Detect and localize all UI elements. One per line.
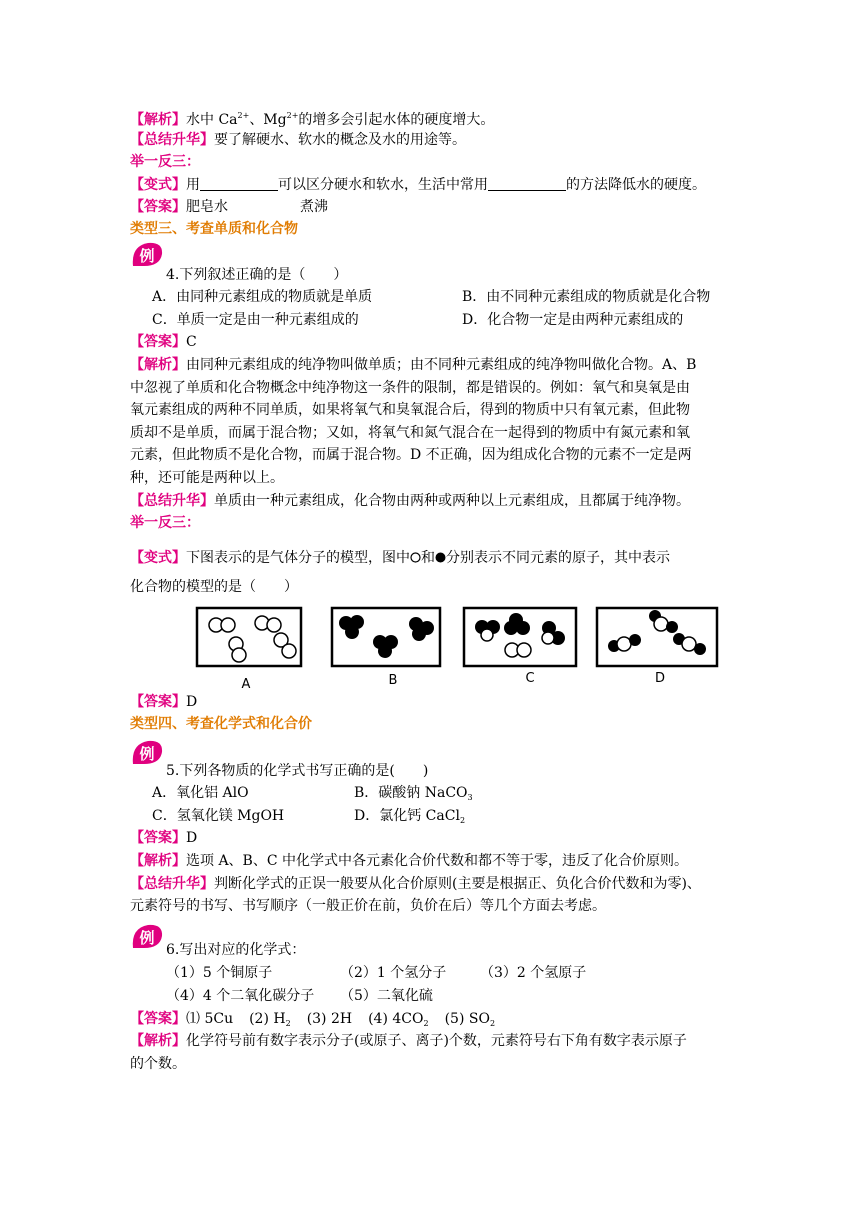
option-d: D．化合物一定是由两种元素组成的: [462, 312, 684, 328]
svg-text:例: 例: [139, 247, 155, 265]
analysis-text: 的个数。: [130, 1056, 186, 1072]
summary-text: 要了解硬水、软水的概念及水的用途等。: [214, 132, 466, 148]
mg-charge: 2+: [286, 111, 299, 120]
answer-value: C: [186, 334, 197, 350]
summary-text: 元素符号的书写、书写顺序（一般正价在前，负价在后）等几个方面去考虑。: [130, 898, 606, 914]
option-d: [354, 806, 465, 831]
analysis-line-4: [130, 355, 696, 375]
variant-text-3: 的方法降低水的硬度。: [566, 177, 706, 193]
a6-2-sub: 2: [285, 1019, 291, 1028]
molecules-c: [475, 613, 565, 657]
a6-5-sub: 2: [489, 1019, 496, 1028]
ca-charge: 2+: [237, 111, 250, 120]
answer-line-4: [130, 332, 197, 352]
answer-line-5: [130, 828, 197, 848]
label-b: B: [388, 673, 398, 688]
option-a: A．氧化铝 AlO: [152, 785, 249, 801]
answer-tag: 【答案】: [130, 199, 186, 215]
summary-text: 单质由一种元素组成，化合物由两种或两种以上元素组成，且都属于纯净物。: [214, 493, 690, 509]
answer-1: 肥皂水: [186, 199, 228, 215]
section-title-type4: 类型四、考查化学式和化合价: [130, 716, 312, 732]
molecules-a: [209, 616, 296, 662]
answer-value: D: [186, 694, 198, 710]
answer-tag: 【答案】: [130, 830, 186, 846]
svg-text:例: 例: [139, 745, 155, 763]
summary-line-4: [130, 491, 690, 511]
variant-tag: 【变式】: [130, 550, 186, 566]
svg-text:例: 例: [139, 929, 155, 947]
question-5: 5.下列各物质的化学式书写正确的是( ): [166, 763, 429, 779]
analysis-text: 化学符号前有数字表示分子(或原子、离子)个数，元素符号右下角有数字表示原子: [186, 1033, 687, 1049]
practice-heading: 举一反三：: [130, 154, 200, 170]
section-title-type3: 类型三、考查单质和化合物: [130, 221, 298, 237]
summary-tag: 【总结升华】: [130, 132, 214, 148]
variant-and: 和: [421, 550, 435, 566]
analysis-text-1: 水中 Ca: [186, 112, 238, 128]
analysis-line: [130, 106, 494, 130]
q6-item-5: （5）二氧化硫: [340, 988, 433, 1004]
black-atom-icon: [435, 552, 446, 563]
analysis-text: 中忽视了单质和化合物概念中纯净物这一条件的限制，都是错误的。例如：氧气和臭氧是由: [130, 380, 690, 396]
answer-2: 煮沸: [300, 199, 328, 215]
option-a: A．由同种元素组成的物质就是单质: [152, 289, 373, 305]
a6-4-sub: 2: [423, 1019, 429, 1028]
analysis-text: 元素，但此物质不是化合物，而属于混合物。D 不正确，因为组成化合物的元素不一定是两: [130, 447, 692, 463]
variant-line: [130, 175, 706, 195]
a6-2: (2) H: [249, 1011, 286, 1027]
question-6: 6.写出对应的化学式：: [166, 942, 306, 958]
q6-item-2: （2）1 个氢分子: [340, 965, 447, 981]
a6-1: ⑴ 5Cu: [186, 1011, 234, 1027]
q6-item-3: （3）2 个氢原子: [480, 965, 587, 981]
a6-5: (5) SO: [444, 1011, 490, 1027]
analysis-tag: 【解析】: [130, 853, 186, 869]
summary-line: [130, 130, 466, 150]
white-atom-icon: [410, 552, 421, 563]
summary-tag: 【总结升华】: [130, 876, 214, 892]
answer-line-variant: [130, 692, 197, 712]
option-d-text: D．氯化钙 CaCl: [354, 808, 460, 824]
analysis-tag: 【解析】: [130, 357, 186, 373]
practice-heading: 举一反三：: [130, 515, 200, 531]
example-badge-icon: [130, 922, 164, 952]
variant-text-2: 分别表示不同元素的原子，其中表示: [446, 550, 670, 566]
analysis-line-6: [130, 1031, 687, 1051]
label-d: D: [654, 671, 666, 686]
analysis-text: 种，还可能是两种以上。: [130, 470, 284, 486]
answer-tag: 【答案】: [130, 334, 186, 350]
option-b: B．由不同种元素组成的物质就是化合物: [462, 289, 711, 305]
answer-tag: 【答案】: [130, 694, 186, 710]
molecules-b: [339, 615, 434, 658]
answer-value: D: [186, 830, 198, 846]
option-b: [354, 783, 473, 808]
molecule-model-figure: [194, 604, 722, 692]
analysis-tag: 【解析】: [130, 112, 186, 128]
variant-text-2: 可以区分硬水和软水，生活中常用: [278, 177, 488, 193]
analysis-text: 氧元素组成的两种不同单质，如果将氧气和臭氧混合后，得到的物质中只有氧元素，但此物: [130, 402, 690, 418]
analysis-line-5: [130, 851, 688, 871]
analysis-text: 由同种元素组成的纯净物叫做单质；由不同种元素组成的纯净物叫做化合物。A、B: [186, 357, 697, 373]
analysis-text: 选项 A、B、C 中化学式中各元素化合价代数和都不等于零，违反了化合价原则。: [186, 853, 689, 869]
option-b-text: B．碳酸钠 NaCO: [354, 785, 468, 801]
a6-4: (4) 4CO: [368, 1011, 424, 1027]
summary-text: 判断化学式的正误一般要从化合价原则(主要是根据正、负化合价代数和为零)、: [214, 876, 701, 892]
fill-blank-2[interactable]: [488, 176, 566, 191]
a6-3: (3) 2H: [306, 1011, 353, 1027]
variant-text-1: 用: [186, 177, 200, 193]
molecules-d: [608, 610, 706, 655]
answer-line: [130, 197, 328, 217]
q6-item-4: （4）4 个二氧化碳分子: [166, 988, 315, 1004]
variant-text-3: 化合物的模型的是（ ）: [130, 579, 298, 595]
variant-line: [130, 548, 670, 568]
analysis-text-2: 、Mg: [249, 112, 287, 128]
label-c: C: [525, 671, 535, 686]
option-c: C．单质一定是由一种元素组成的: [152, 312, 359, 328]
example-badge-icon: [130, 738, 164, 768]
analysis-text: 质却不是单质，而属于混合物；又如，将氧气和氮气混合在一起得到的物质中有氮元素和氧: [130, 425, 690, 441]
summary-tag: 【总结升华】: [130, 493, 214, 509]
option-d-sub: 2: [459, 816, 466, 825]
option-b-sub: 3: [467, 793, 473, 802]
question-4: 4.下列叙述正确的是（ ）: [166, 267, 348, 283]
label-a: A: [241, 677, 251, 692]
fill-blank-1[interactable]: [200, 176, 278, 191]
answer-tag: 【答案】: [130, 1011, 186, 1027]
variant-text-1: 下图表示的是气体分子的模型，图中: [186, 550, 410, 566]
example-badge-icon: [130, 240, 164, 270]
q6-item-1: （1）5 个铜原子: [166, 965, 273, 981]
option-c: C．氢氧化镁 MgOH: [152, 808, 285, 824]
analysis-tag: 【解析】: [130, 1033, 186, 1049]
analysis-text-3: 的增多会引起水体的硬度增大。: [298, 112, 495, 128]
summary-line-5: [130, 874, 701, 894]
variant-tag: 【变式】: [130, 177, 186, 193]
